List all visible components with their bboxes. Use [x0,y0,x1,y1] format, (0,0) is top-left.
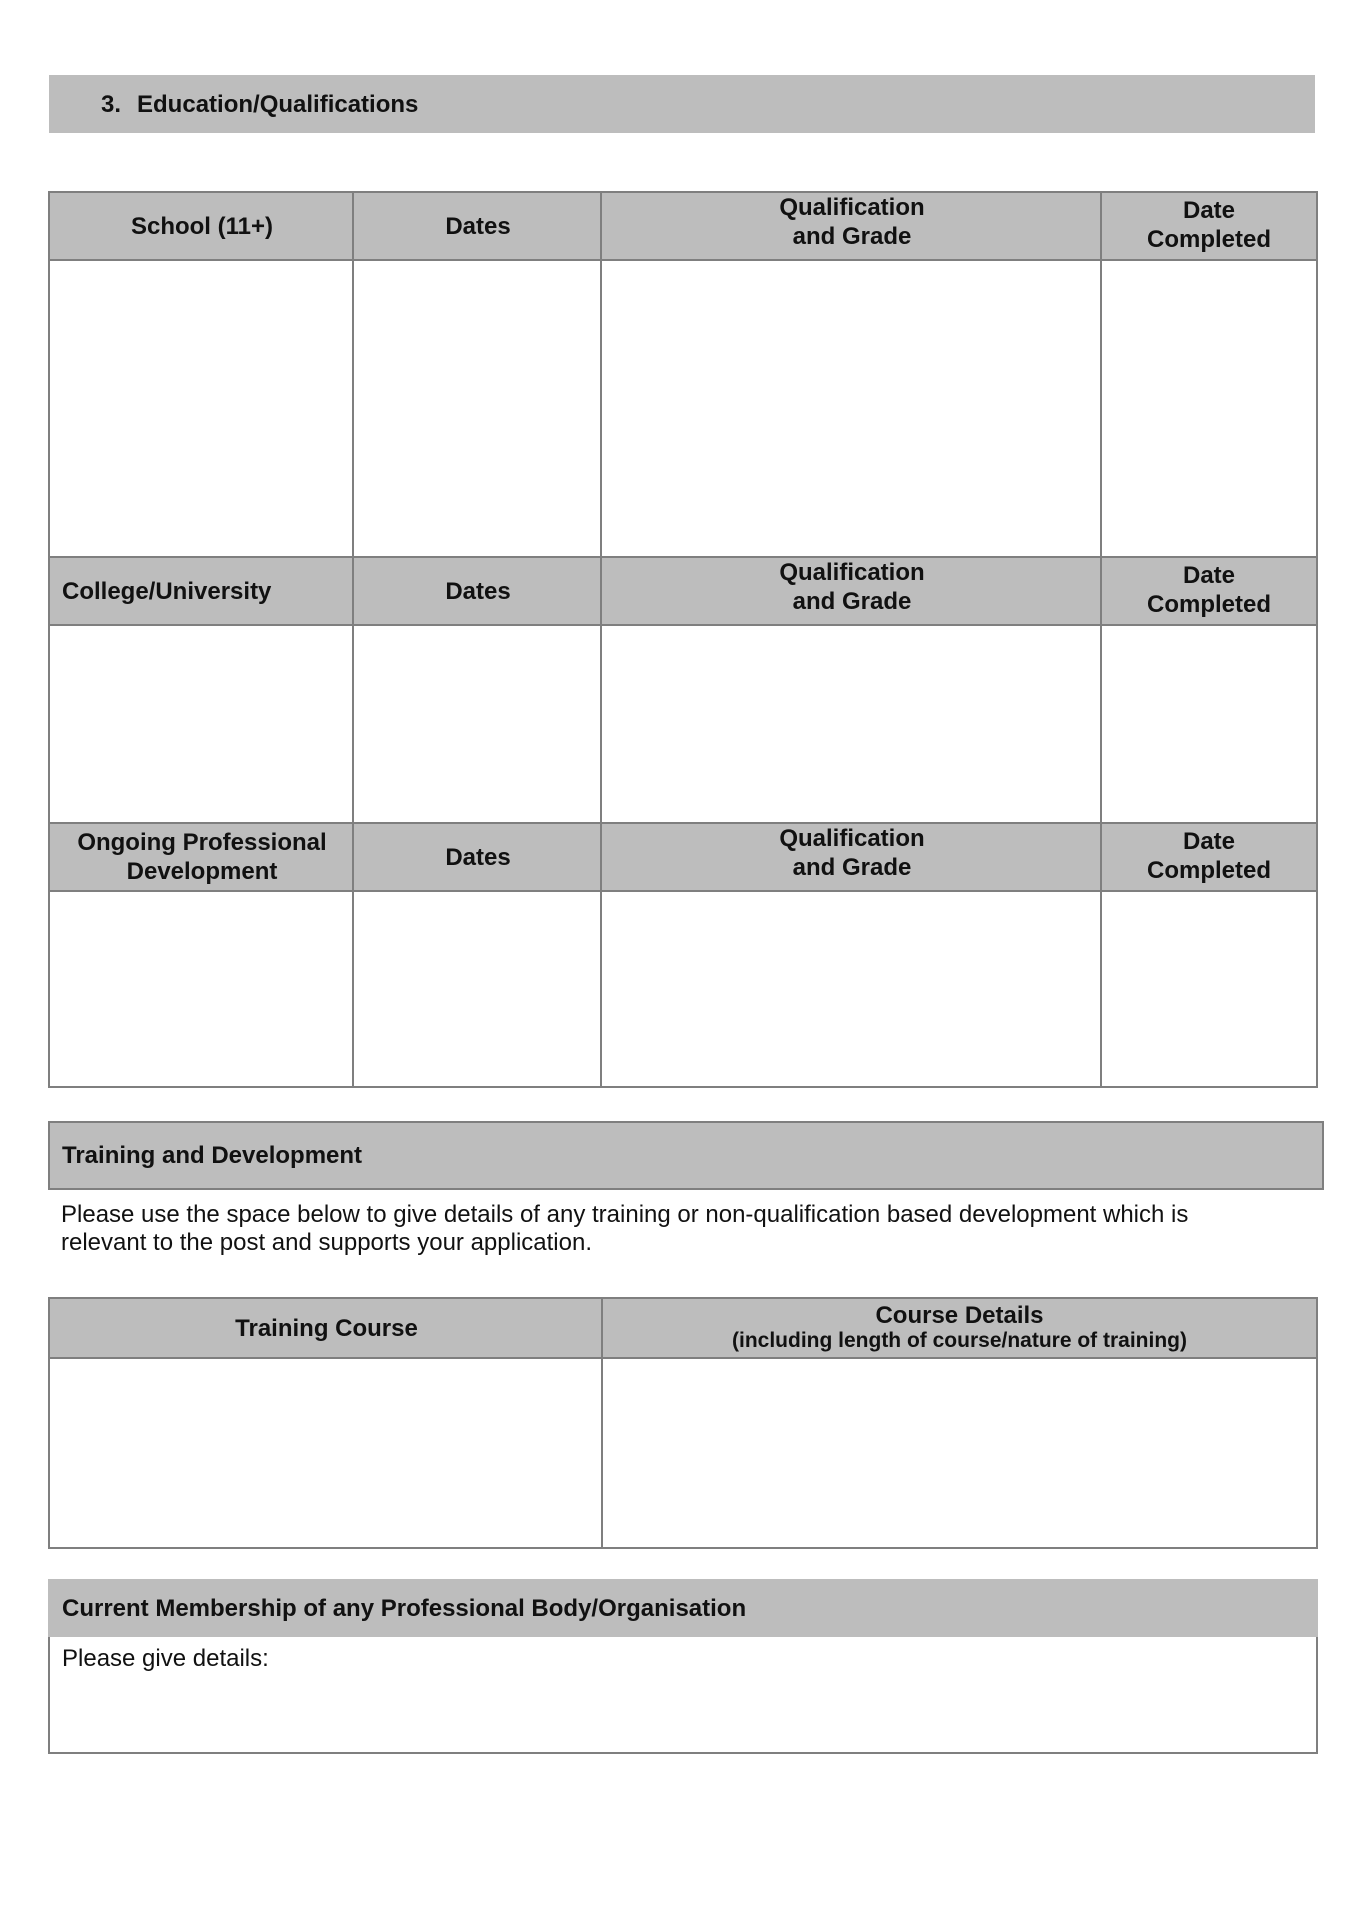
college-qualification-header-line1: Qualification [779,559,925,586]
college-dates-field[interactable] [356,626,602,822]
training-course-field[interactable] [50,1359,601,1547]
column-divider [352,193,354,1086]
cpd-name-field[interactable] [50,892,352,1086]
membership-heading-bar [48,1579,1318,1637]
training-instructions-line2: relevant to the post and supports your application. [61,1229,592,1256]
training-table [48,1297,1318,1549]
section-heading-bar [49,75,1315,133]
cpd-dates-header-label: Dates [445,843,511,871]
training-course-header-label: Training Course [235,1314,418,1342]
cpd-header-cell [50,824,354,890]
school-header-cell [50,193,354,259]
school-date-completed-header-line1: Date [1182,197,1236,224]
column-divider [600,193,602,1086]
cpd-date-completed-field[interactable] [1104,892,1316,1086]
school-qualification-header-cell [602,193,1102,259]
cpd-date-completed-header-cell [1102,824,1316,890]
cpd-date-completed-header-line1: Date [1182,828,1236,855]
school-header-label: School (11+) [130,212,274,240]
school-qualification-header-line1: Qualification [779,194,925,221]
college-header-label: College/University [62,577,272,605]
college-dates-header-cell [354,558,602,624]
training-instructions-line1: Please use the space below to give details of any training or non-qualification based development which is [61,1201,1189,1228]
cpd-qualification-header-cell [602,824,1102,890]
cpd-dates-header-cell [354,824,602,890]
course-details-header-cell [603,1299,1316,1357]
training-course-header-cell [50,1299,603,1357]
training-instructions [61,1201,1311,1257]
college-qualification-field[interactable] [604,626,1102,822]
college-name-field[interactable] [50,626,352,822]
college-date-completed-header-line1: Date [1182,562,1236,589]
school-dates-field[interactable] [356,261,602,556]
column-divider [601,1299,603,1547]
college-qualification-header-cell [602,558,1102,624]
school-qualification-field[interactable] [604,261,1102,556]
membership-heading: Current Membership of any Professional Body/Organisation [62,1594,747,1622]
cpd-qualification-header-line1: Qualification [779,825,925,852]
cpd-dates-field[interactable] [356,892,602,1086]
membership-box [48,1579,1318,1754]
college-date-completed-field[interactable] [1104,626,1316,822]
college-date-completed-header-line2: Completed [1146,591,1271,618]
college-qualification-header-line2: and Grade [792,588,912,615]
college-date-completed-header-cell [1102,558,1316,624]
cpd-qualification-header-line2: and Grade [792,854,912,881]
course-details-field[interactable] [605,1359,1316,1547]
membership-prompt: Please give details: [62,1645,269,1672]
membership-details-field[interactable] [50,1637,1316,1752]
cpd-header-line2: Development [126,858,278,885]
school-date-completed-header-cell [1102,193,1316,259]
cpd-header-line1: Ongoing Professional [77,829,327,856]
school-date-completed-field[interactable] [1104,261,1316,556]
school-dates-header-label: Dates [445,212,511,240]
college-dates-header-label: Dates [445,577,511,605]
row-divider [50,624,1316,626]
row-divider [50,259,1316,261]
section-title: Education/Qualifications [137,90,419,118]
row-divider [50,556,1316,558]
course-details-header-line1: Course Details [875,1302,1044,1329]
school-qualification-header-line2: and Grade [792,223,912,250]
school-dates-header-cell [354,193,602,259]
college-header-cell [50,558,354,624]
column-divider [1100,193,1102,1086]
school-name-field[interactable] [50,261,352,556]
education-table [48,191,1318,1088]
row-divider [50,822,1316,824]
cpd-qualification-field[interactable] [604,892,1102,1086]
training-heading-bar [48,1121,1324,1190]
row-divider [50,890,1316,892]
course-details-header-line2: (including length of course/nature of training) [732,1329,1187,1352]
school-date-completed-header-line2: Completed [1146,226,1271,253]
row-divider [50,1357,1316,1359]
training-heading: Training and Development [62,1142,363,1169]
section-number: 3. [101,90,122,118]
cpd-date-completed-header-line2: Completed [1146,857,1271,884]
